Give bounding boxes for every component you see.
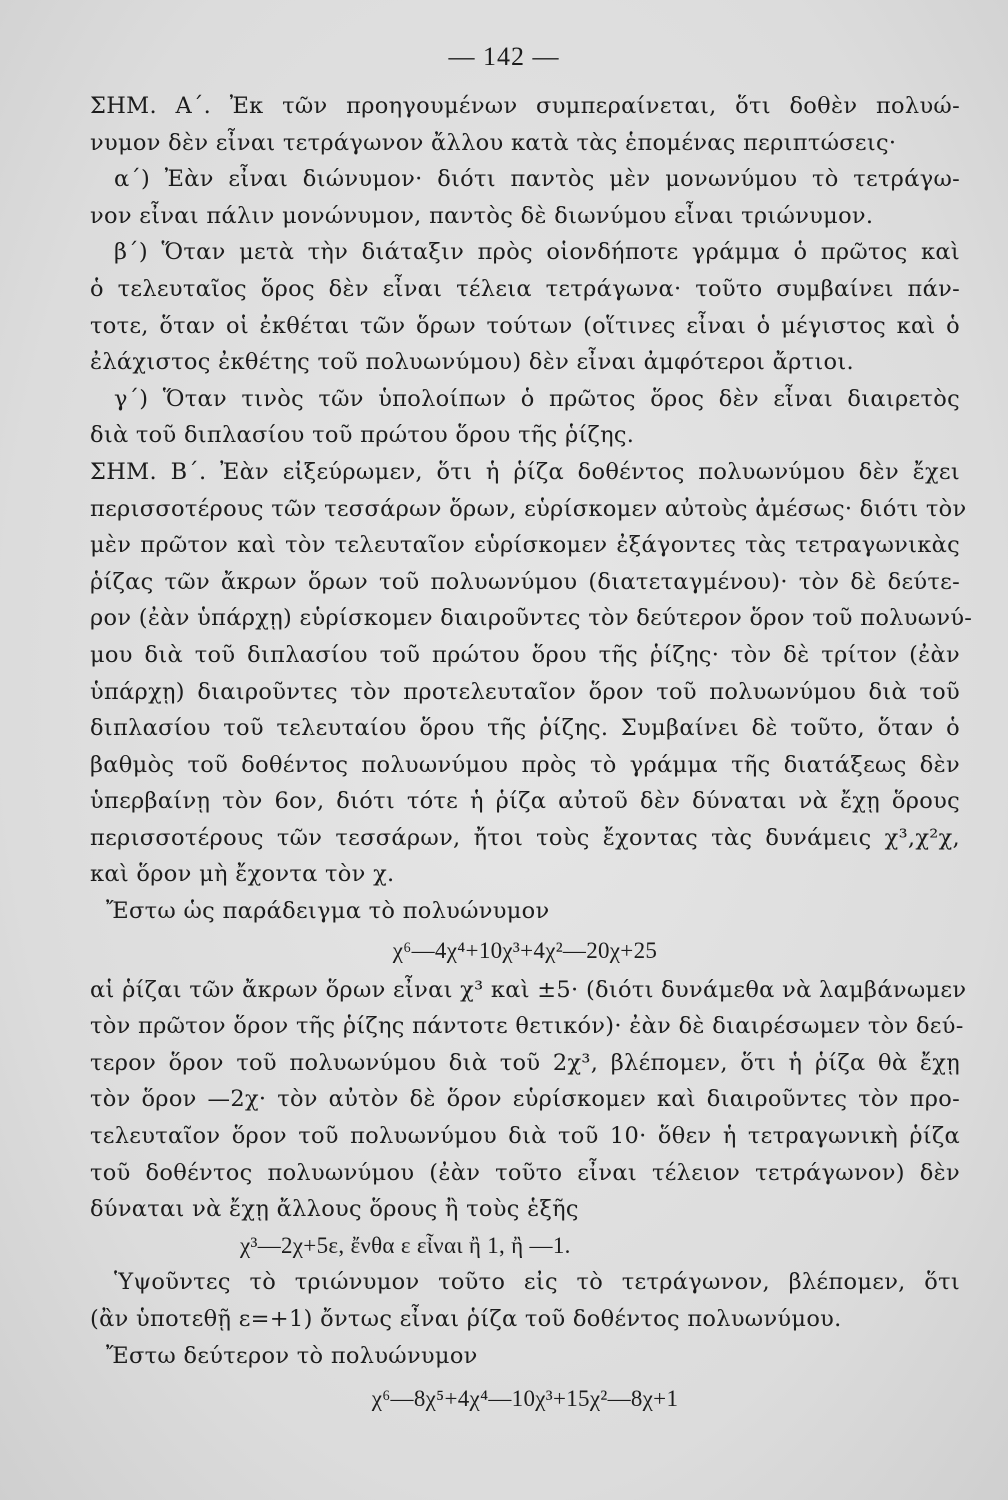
text-line: τὸν πρῶτον ὅρον τῆς ῥίζης πάντοτε θετικόν)· ἐὰν δὲ διαιρέσωμεν τὸν δεύ- (90, 1013, 964, 1040)
page-body-text (90, 88, 973, 1424)
text-line: περισσοτέρους τῶν τεσσάρων, ἤτοι τοὺς ἔχοντας τὰς δυνάμεις χ³,χ²χ, (90, 824, 960, 851)
text-line: καὶ ὅρον μὴ ἔχοντα τὸν χ. (90, 861, 395, 888)
text-line: Ἔστω δεύτερον τὸ πολυώνυμον (106, 1342, 478, 1369)
text-line: γ΄) Ὅταν τινὸς τῶν ὑπολοίπων ὁ πρῶτος ὅρος δὲν εἶναι διαιρετὸς (114, 385, 960, 412)
page-number: — 142 — (448, 42, 560, 71)
text-line: ὑπάρχῃ) διαιροῦντες τὸν προτελευταῖον ὅρον τοῦ πολυωνύμου διὰ τοῦ (90, 678, 960, 705)
formula-line: χ⁶—4χ⁴+10χ³+4χ²—20χ+25 (392, 937, 658, 963)
text-line: ρον (ἐὰν ὑπάρχῃ) εὑρίσκομεν διαιροῦντες τὸν δεύτερον ὅρον τοῦ πολυωνύ- (90, 605, 973, 632)
text-line: ὁ τελευταῖος ὅρος δὲν εἶναι τέλεια τετράγωνα· τοῦτο συμβαίνει πάν- (90, 275, 960, 302)
text-line: δύναται νὰ ἔχῃ ἄλλους ὅρους ἢ τοὺς ἑξῆς (90, 1196, 579, 1223)
text-line: βαθμὸς τοῦ δοθέντος πολυωνύμου πρὸς τὸ γράμμα τῆς διατάξεως δὲν (90, 751, 960, 778)
text-line: (ἂν ὑποτεθῇ ε=+1) ὄντως εἶναι ῥίζα τοῦ δοθέντος πολυωνύμου. (90, 1306, 842, 1332)
text-line: ῥίζας τῶν ἄκρων ὅρων τοῦ πολυωνύμου (διατεταγμένου)· τὸν δὲ δεύτε- (90, 568, 960, 595)
formula-line: χ⁶—8χ⁵+4χ⁴—10χ³+15χ²—8χ+1 (371, 1386, 679, 1412)
text-line: Ἔστω ὡς παράδειγμα τὸ πολυώνυμον (106, 898, 550, 925)
text-line: ΣΗΜ. Α΄. Ἐκ τῶν προηγουμένων συμπεραίνεται, ὅτι δοθὲν πολυώ- (90, 93, 960, 119)
text-line: α΄) Ἐὰν εἶναι διώνυμον· διότι παντὸς μὲν μονωνύμου τὸ τετράγω- (114, 166, 960, 193)
text-line: νον εἶναι πάλιν μονώνυμον, παντὸς δὲ διωνύμου εἶναι τριώνυμον. (90, 202, 874, 229)
text-line: ἐλάχιστος ἐκθέτης τοῦ πολυωνύμου) δὲν εἶναι ἀμφότεροι ἄρτιοι. (90, 349, 854, 376)
text-line: νυμον δὲν εἶναι τετράγωνον ἄλλου κατὰ τὰς ἑπομένας περιπτώσεις· (90, 129, 897, 156)
text-line: β΄) Ὅταν μετὰ τὴν διάταξιν πρὸς οἱονδήποτε γράμμα ὁ πρῶτος καὶ (114, 239, 960, 266)
text-line: Ὑψοῦντες τὸ τριώνυμον τοῦτο εἰς τὸ τετράγωνον, βλέπομεν, ὅτι (114, 1269, 960, 1296)
text-line: ὑπερβαίνῃ τὸν 6ον, διότι τότε ἡ ῥίζα αὐτοῦ δὲν δύναται νὰ ἔχῃ ὅρους (90, 788, 960, 815)
text-line: αἱ ῥίζαι τῶν ἄκρων ὅρων εἶναι χ³ καὶ ±5· (διότι δυνάμεθα νὰ λαμβάνωμεν (90, 976, 967, 1003)
formula-line: χ³—2χ+5ε, ἔνθα ε εἶναι ἢ 1, ἢ —1. (240, 1232, 571, 1258)
text-line: διὰ τοῦ διπλασίου τοῦ πρώτου ὅρου τῆς ῥίζης. (90, 422, 635, 449)
text-line: μὲν πρῶτον καὶ τὸν τελευταῖον εὑρίσκομεν ἐξάγοντες τὰς τετραγωνικὰς (90, 532, 960, 559)
text-line: διπλασίου τοῦ τελευταίου ὅρου τῆς ῥίζης. Συμβαίνει δὲ τοῦτο, ὅταν ὁ (90, 715, 960, 742)
text-line: ΣΗΜ. Β΄. Ἐὰν εἰξεύρωμεν, ὅτι ἡ ῥίζα δοθέντος πολυωνύμου δὲν ἔχει (90, 458, 960, 485)
text-line: τοτε, ὅταν οἱ ἐκθέται τῶν ὅρων τούτων (οἵτινες εἶναι ὁ μέγιστος καὶ ὁ (90, 312, 960, 339)
text-line: μου διὰ τοῦ διπλασίου τοῦ πρώτου ὅρου τῆς ῥίζης· τὸν δὲ τρίτον (ἐὰν (90, 641, 960, 668)
text-line: τοῦ δοθέντος πολυωνύμου (ἐὰν τοῦτο εἶναι τέλειον τετράγωνον) δὲν (90, 1159, 960, 1186)
text-line: τὸν ὅρον —2χ· τὸν αὐτὸν δὲ ὅρον εὑρίσκομεν καὶ διαιροῦντες τὸν προ- (90, 1086, 960, 1113)
text-line: περισσοτέρους τῶν τεσσάρων ὅρων, εὑρίσκομεν αὐτοὺς ἀμέσως· διότι τὸν (90, 495, 967, 522)
text-line: τερον ὅρον τοῦ πολυωνύμου διὰ τοῦ 2χ³, βλέπομεν, ὅτι ἡ ῥίζα θὰ ἔχῃ (90, 1049, 960, 1076)
text-line: τελευταῖον ὅρον τοῦ πολυωνύμου διὰ τοῦ 10· ὅθεν ἡ τετραγωνικὴ ῥίζα (90, 1123, 960, 1150)
